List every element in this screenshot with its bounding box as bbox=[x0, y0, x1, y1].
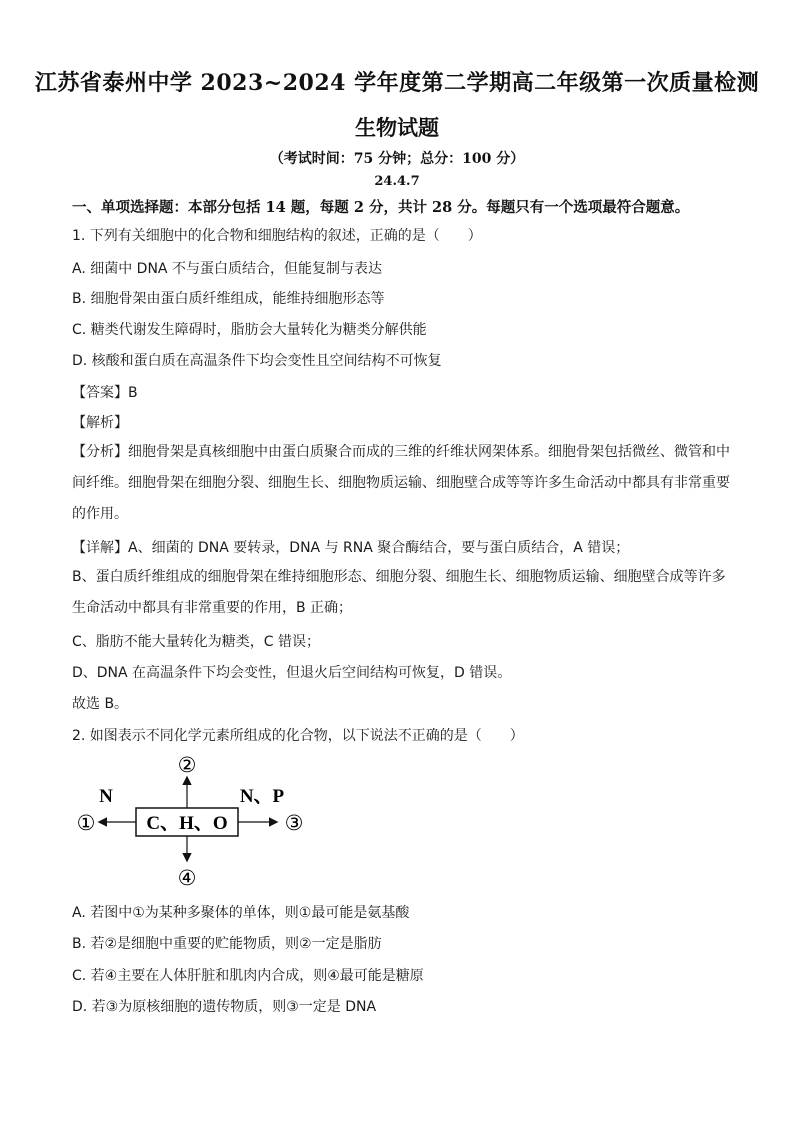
node-1: ① bbox=[76, 811, 96, 835]
q2-option-d: D. 若③为原核细胞的遗传物质，则③一定是 DNA bbox=[72, 999, 377, 1015]
q1-detail-d: D、DNA 在高温条件下均会变性，但退火后空间结构可恢复，D 错误。 bbox=[72, 665, 512, 681]
q2-option-a: A. 若图中①为某种多聚体的单体，则①最可能是氨基酸 bbox=[72, 905, 410, 921]
q1-detail-c: C、脂肪不能大量转化为糖类，C 错误； bbox=[72, 634, 320, 650]
q2-option-b: B. 若②是细胞中重要的贮能物质，则②一定是脂肪 bbox=[72, 936, 382, 952]
section-heading: 一、单项选择题：本部分包括 14 题，每题 2 分，共计 28 分。每题只有一个选项最符合题意。 bbox=[72, 199, 690, 216]
right-label: N、P bbox=[239, 786, 285, 807]
q1-option-d: D. 核酸和蛋白质在高温条件下均会变性且空间结构不可恢复 bbox=[72, 353, 442, 369]
exam-info: （考试时间：75 分钟；总分：100 分） bbox=[269, 151, 525, 167]
q2-stem: 2. 如图表示不同化学元素所组成的化合物，以下说法不正确的是（ ） bbox=[72, 728, 524, 744]
q1-analysis-label: 【解析】 bbox=[72, 415, 128, 431]
node-2: ② bbox=[177, 753, 197, 777]
q1-detail-b: B、蛋白质纤维组成的细胞骨架在维持细胞形态、细胞分裂、细胞生长、细胞物质运输、细胞壁合成等许多生命活动中都具有非常重要的作用，B 正确； bbox=[72, 569, 726, 616]
compound-diagram bbox=[60, 748, 340, 898]
center-elements: C、H、O bbox=[146, 813, 228, 834]
exam-date: 24.4.7 bbox=[374, 174, 420, 189]
q1-answer: 【答案】B bbox=[72, 385, 138, 401]
compound-diagram-svg bbox=[60, 748, 340, 898]
q1-stem: 1. 下列有关细胞中的化合物和细胞结构的叙述，正确的是（ ） bbox=[72, 228, 482, 244]
q1-option-c: C. 糖类代谢发生障碍时，脂肪会大量转化为糖类分解供能 bbox=[72, 322, 427, 338]
exam-subtitle: 生物试题 bbox=[355, 115, 439, 140]
node-3: ③ bbox=[284, 811, 304, 835]
q2-option-c: C. 若④主要在人体肝脏和肌肉内合成，则④最可能是糖原 bbox=[72, 968, 424, 984]
q1-detail-a: 【详解】A、细菌的 DNA 要转录，DNA 与 RNA 聚合酶结合，要与蛋白质结合，A 错误； bbox=[72, 540, 630, 556]
q1-option-b: B. 细胞骨架由蛋白质纤维组成，能维持细胞形态等 bbox=[72, 291, 385, 307]
q1-analysis: 【分析】细胞骨架是真核细胞中由蛋白质聚合而成的三维的纤维状网架体系。细胞骨架包括微丝、微管和中间纤维。细胞骨架在细胞分裂、细胞生长、细胞物质运输、细胞壁合成等等许多生命活动中都具有非常重要的作用。 bbox=[72, 444, 730, 522]
exam-title: 江苏省泰州中学 2023~2024 学年度第二学期高二年级第一次质量检测 bbox=[34, 70, 760, 96]
q1-option-a: A. 细菌中 DNA 不与蛋白质结合，但能复制与表达 bbox=[72, 261, 382, 277]
node-4: ④ bbox=[177, 866, 197, 890]
left-label: N bbox=[99, 786, 113, 807]
q1-conclusion: 故选 B。 bbox=[72, 696, 129, 712]
